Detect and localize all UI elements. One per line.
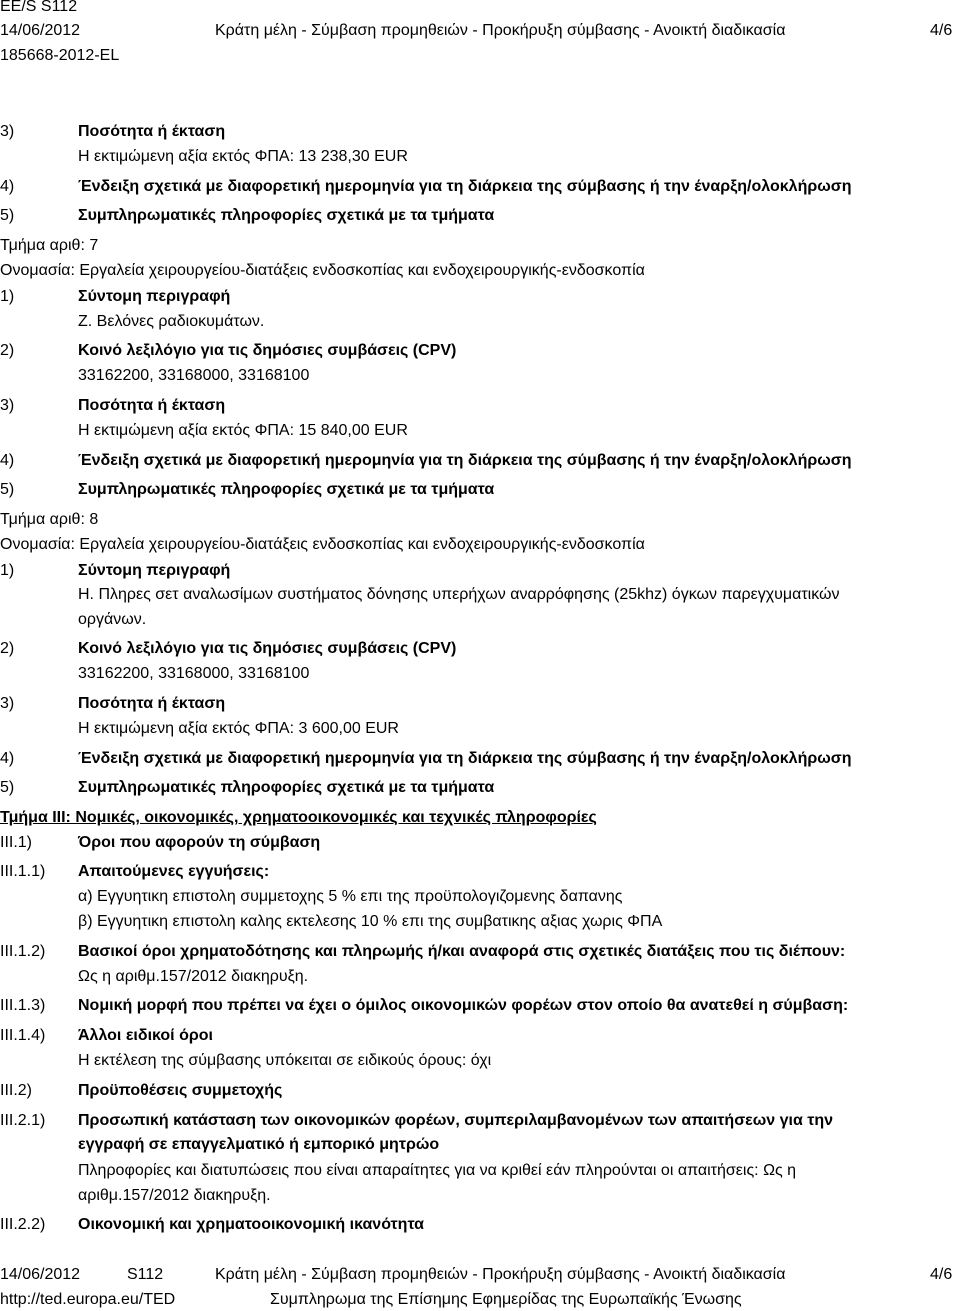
footer-title: Κράτη μέλη - Σύμβαση προμηθειών - Προκήρυξη σύμβασης - Ανοικτή διαδικασία xyxy=(215,1266,786,1283)
header-page-number: 4/6 xyxy=(930,22,953,39)
cpv-codes: 33162200, 33168000, 33168100 xyxy=(78,665,310,682)
duration-heading: Ένδειξη σχετικά με διαφορετική ημερομηνία για τη διάρκεια της σύμβασης ή την έναρξη/ολοκλήρωση xyxy=(78,452,852,469)
additional-info-heading: Συμπληρωματικές πληροφορίες σχετικά με τα τμήματα xyxy=(78,207,495,224)
quantity-value: Η εκτιμώμενη αξία εκτός ΦΠΑ: 15 840,00 EUR xyxy=(78,422,408,439)
item-number: 4) xyxy=(0,750,15,767)
cpv-heading: Κοινό λεξιλόγιο για τις δημόσιες συμβάσεις (CPV) xyxy=(78,342,457,359)
item-number: 2) xyxy=(0,640,15,657)
lot-name: Ονομασία: Εργαλεία χειρουργείου-διατάξεις ενδοσκοπίας και ενδοχειρουργικής-ενδοσκοπία xyxy=(0,536,645,553)
clause-number: III.1) xyxy=(0,834,33,851)
item-number: 1) xyxy=(0,562,15,579)
lot-number: Τμήμα αριθ: 7 xyxy=(0,237,99,254)
clause-heading: Οικονομική και χρηματοοικονομική ικανότητα xyxy=(78,1216,424,1233)
clause-heading: Προσωπική κατάσταση των οικονομικών φορέων, συμπεριλαμβανομένων των απαιτήσεων για την xyxy=(78,1112,834,1129)
clause-value: Πληροφορίες και διατυπώσεις που είναι απαραίτητες για να κριθεί εάν πληρούνται οι απαιτήσεις: Ως η xyxy=(78,1162,797,1179)
item-number: 3) xyxy=(0,123,15,140)
short-description-value: Ζ. Βελόνες ραδιοκυμάτων. xyxy=(78,313,265,330)
clause-heading: Βασικοί όροι χρηματοδότησης και πληρωμής ή/και αναφορά στις σχετικές διατάξεις που τις διέπουν: xyxy=(78,943,846,960)
footer-doc-code: S112 xyxy=(127,1266,164,1283)
header-date: 14/06/2012 xyxy=(0,22,81,39)
clause-heading: Όροι που αφορούν τη σύμβαση xyxy=(78,834,321,851)
item-number: 3) xyxy=(0,695,15,712)
clause-value: Η εκτέλεση της σύμβασης υπόκειται σε ειδικούς όρους: όχι xyxy=(78,1052,492,1069)
clause-heading: Άλλοι ειδικοί όροι xyxy=(78,1027,213,1044)
item-number: 1) xyxy=(0,288,15,305)
item-number: 5) xyxy=(0,207,15,224)
duration-heading: Ένδειξη σχετικά με διαφορετική ημερομηνία για τη διάρκεια της σύμβασης ή την έναρξη/ολοκλήρωση xyxy=(78,178,852,195)
header-title: Κράτη μέλη - Σύμβαση προμηθειών - Προκήρυξη σύμβασης - Ανοικτή διαδικασία xyxy=(215,22,786,39)
item-number: 2) xyxy=(0,342,15,359)
clause-number: III.2) xyxy=(0,1082,33,1099)
clause-number: III.2.2) xyxy=(0,1216,46,1233)
short-description-heading: Σύντομη περιγραφή xyxy=(78,562,231,579)
clause-heading-cont: εγγραφή σε επαγγελματικό ή εμπορικό μητρώο xyxy=(78,1136,440,1153)
lot-number: Τμήμα αριθ: 8 xyxy=(0,511,99,528)
clause-heading: Απαιτούμενες εγγυήσεις: xyxy=(78,863,270,880)
quantity-heading: Ποσότητα ή έκταση xyxy=(78,695,226,712)
footer-date: 14/06/2012 xyxy=(0,1266,81,1283)
short-description-heading: Σύντομη περιγραφή xyxy=(78,288,231,305)
clause-number: III.1.4) xyxy=(0,1027,46,1044)
section-heading: Τμήμα III: Νομικές, οικονομικές, χρηματοοικονομικές και τεχνικές πληροφορίες xyxy=(0,809,597,826)
clause-number: III.1.2) xyxy=(0,943,46,960)
footer-page-number: 4/6 xyxy=(930,1266,953,1283)
short-description-value-cont: οργάνων. xyxy=(78,611,147,628)
clause-value: Ως η αριθμ.157/2012 διακηρυξη. xyxy=(78,968,309,985)
additional-info-heading: Συμπληρωματικές πληροφορίες σχετικά με τα τμήματα xyxy=(78,779,495,796)
guarantee-line: β) Εγγυητικη επιστολη καλης εκτελεσης 10 % επι της συμβατικης αξιας χωρις ΦΠΑ xyxy=(78,913,663,930)
clause-number: III.2.1) xyxy=(0,1112,46,1129)
item-number: 5) xyxy=(0,779,15,796)
quantity-heading: Ποσότητα ή έκταση xyxy=(78,397,226,414)
quantity-value: Η εκτιμώμενη αξία εκτός ΦΠΑ: 13 238,30 EUR xyxy=(78,148,408,165)
item-number: 4) xyxy=(0,178,15,195)
clause-number: III.1.3) xyxy=(0,997,46,1014)
guarantee-line: α) Εγγυητικη επιστολη συμμετοχης 5 % επι της προϋπολογιζομενης δαπανης xyxy=(78,888,623,905)
short-description-value: Η. Πληρες σετ αναλωσίμων συστήματος δόνησης υπερήχων αναρρόφησης (25khz) όγκων παρεγχυματικών xyxy=(78,586,840,603)
additional-info-heading: Συμπληρωματικές πληροφορίες σχετικά με τα τμήματα xyxy=(78,481,495,498)
clause-value-cont: αριθμ.157/2012 διακηρυξη. xyxy=(78,1187,271,1204)
clause-heading: Προϋποθέσεις συμμετοχής xyxy=(78,1082,283,1099)
quantity-value: Η εκτιμώμενη αξία εκτός ΦΠΑ: 3 600,00 EUR xyxy=(78,720,399,737)
footer-url: http://ted.europa.eu/TED xyxy=(0,1291,176,1308)
cpv-heading: Κοινό λεξιλόγιο για τις δημόσιες συμβάσεις (CPV) xyxy=(78,640,457,657)
clause-number: III.1.1) xyxy=(0,863,46,880)
cpv-codes: 33162200, 33168000, 33168100 xyxy=(78,367,310,384)
duration-heading: Ένδειξη σχετικά με διαφορετική ημερομηνία για τη διάρκεια της σύμβασης ή την έναρξη/ολοκλήρωση xyxy=(78,750,852,767)
clause-heading: Νομική μορφή που πρέπει να έχει ο όμιλος οικονομικών φορέων στον οποίο θα ανατεθεί η σύμβαση: xyxy=(78,997,849,1014)
item-number: 4) xyxy=(0,452,15,469)
lot-name: Ονομασία: Εργαλεία χειρουργείου-διατάξεις ενδοσκοπίας και ενδοχειρουργικής-ενδοσκοπία xyxy=(0,262,645,279)
item-number: 3) xyxy=(0,397,15,414)
item-number: 5) xyxy=(0,481,15,498)
footer-supplement: Συμπληρωμα της Επίσημης Εφημερίδας της Ευρωπαϊκής Ένωσης xyxy=(270,1291,742,1308)
quantity-heading: Ποσότητα ή έκταση xyxy=(78,123,226,140)
notice-id: 185668-2012-EL xyxy=(0,47,120,64)
doc-code: EE/S S112 xyxy=(0,0,78,15)
